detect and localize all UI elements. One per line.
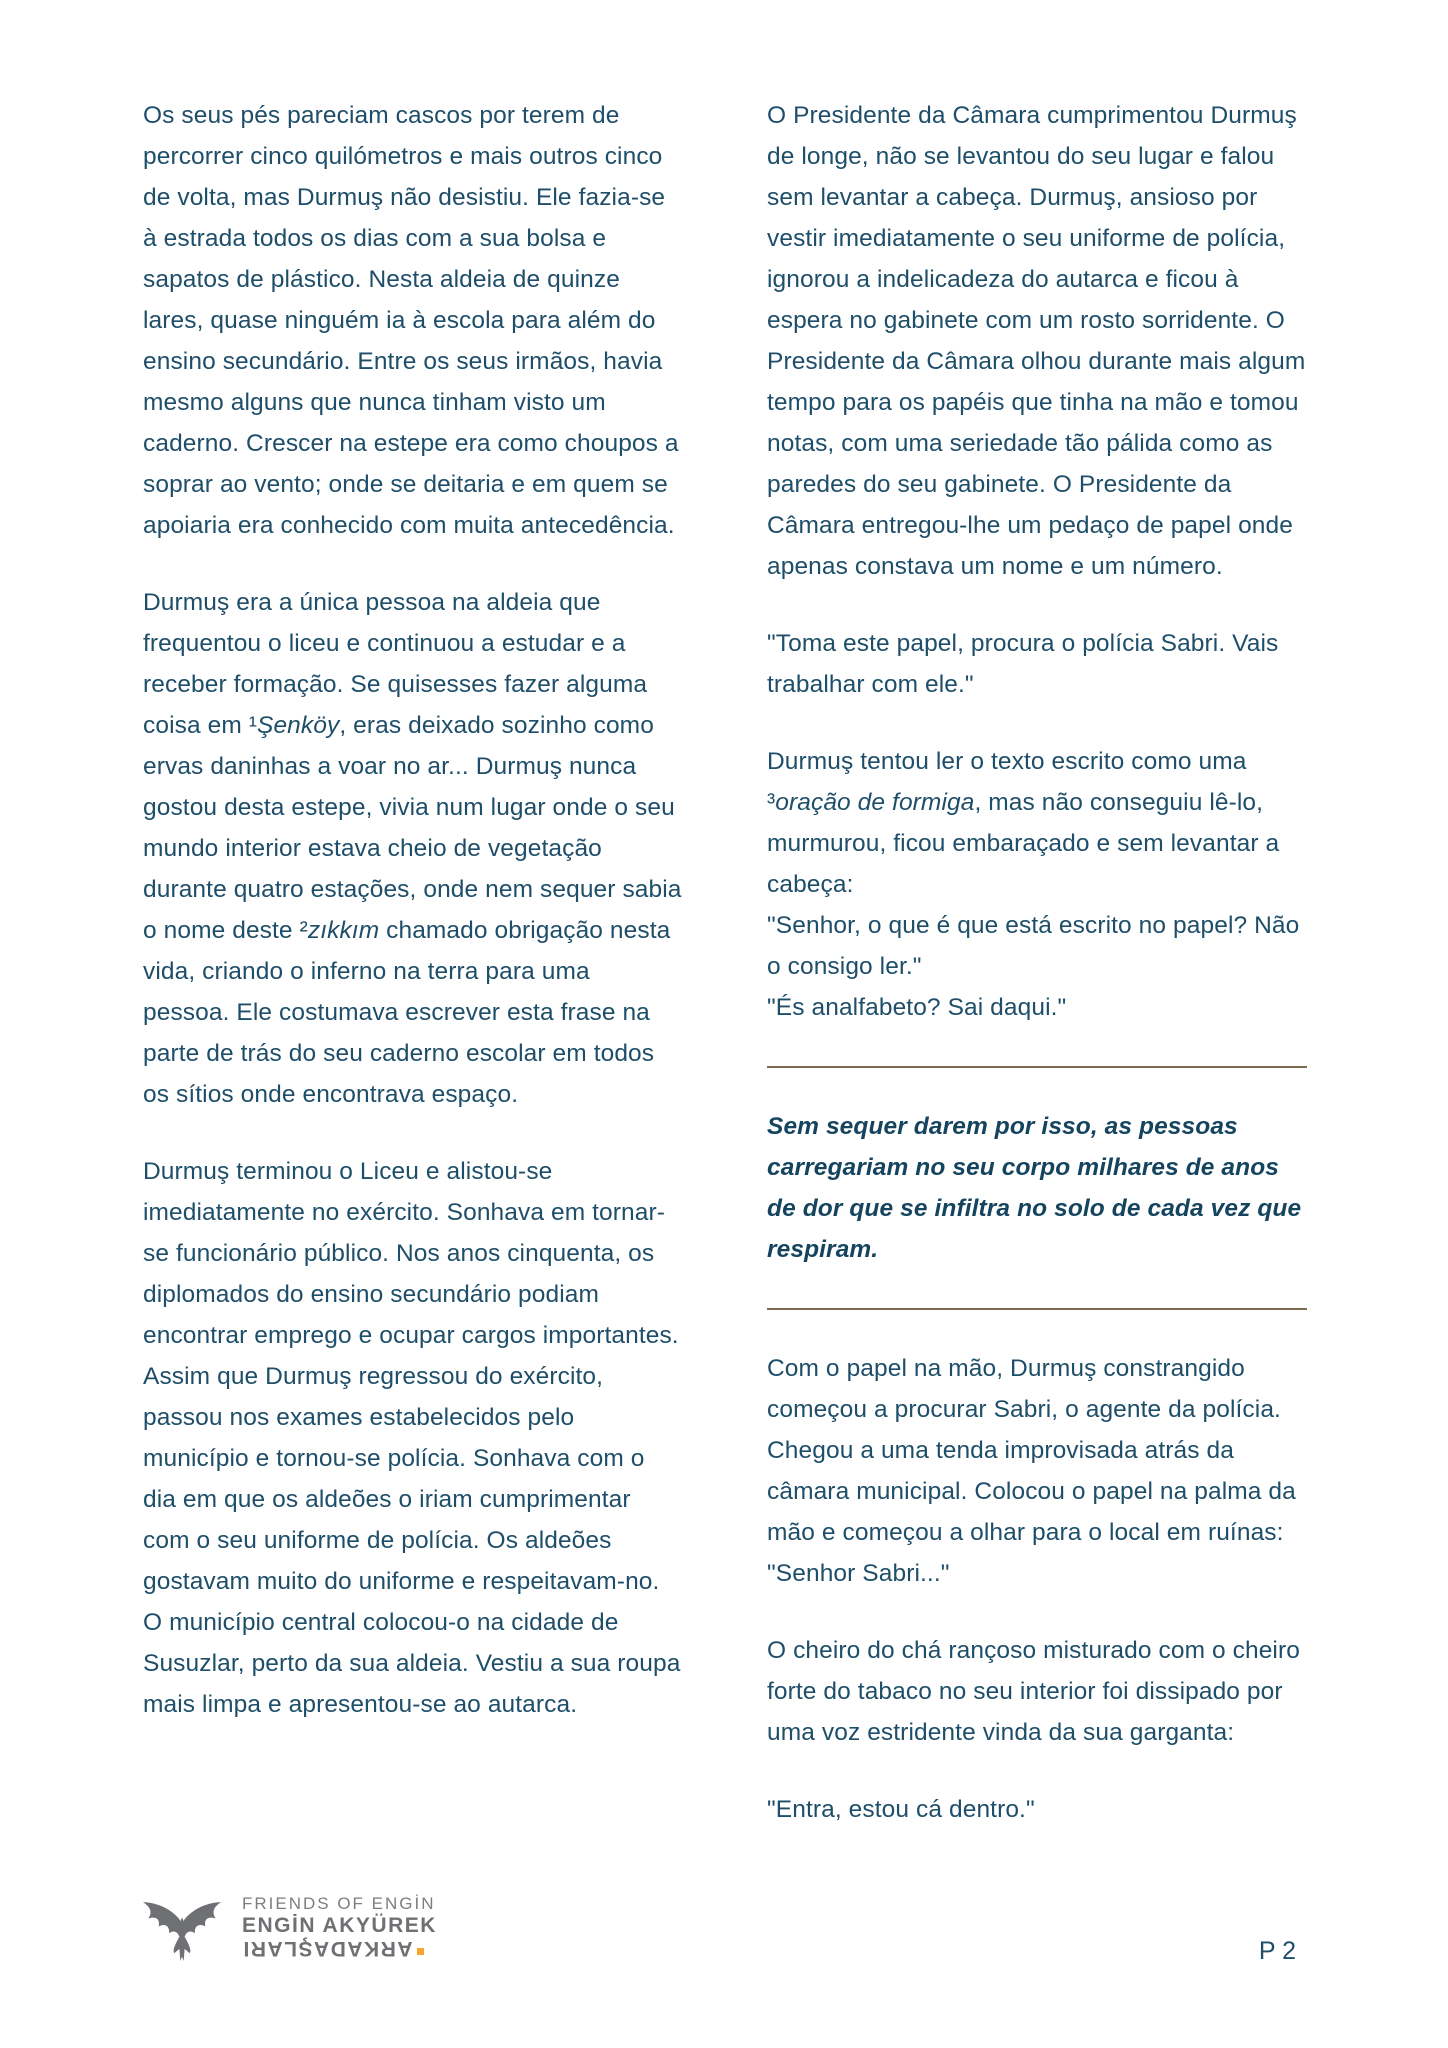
text-segment: Com o papel na mão, Durmuş constrangido começou a procurar Sabri, o agente da polícia. Chegou a uma tenda improvisada atrás da câmara municipal. Colocou o papel na palma da mão e começou a olhar para o local em ruínas: — [767, 1355, 1296, 1546]
paragraph — [143, 95, 683, 546]
text-segment: ³ — [767, 789, 776, 816]
paragraph — [143, 1151, 683, 1725]
text-segment: "Senhor, o que é que está escrito no papel? Não o consigo ler." — [767, 912, 1300, 980]
left-column — [143, 95, 683, 1866]
paragraph — [767, 1630, 1307, 1753]
text-segment: , eras deixado sozinho como ervas daninhas a voar no ar... Durmuş nunca gostou desta estepe, vivia num lugar onde o seu mundo interior estava cheio de vegetação durante quatro estações, onde nem sequer sabia o nome deste — [143, 712, 682, 944]
two-column-text — [143, 95, 1307, 1866]
text-segment: O Presidente da Câmara cumprimentou Durmuş de longe, não se levantou do seu lugar e falou sem levantar a cabeça. Durmuş, ansioso por vestir imediatamente o seu uniforme de polícia, ignorou a indelicadeza do autarca e ficou à espera no gabinete com um rosto sorridente. O Presidente da Câmara olhou durante mais algum tempo para os papéis que tinha na mão e tomou notas, com uma seriedade tão pálida como as paredes do seu gabinete. O Presidente da Câmara entregou-lhe um pedaço de papel onde apenas constava um nome e um número. — [767, 102, 1306, 580]
logo-line-1: FRIENDS OF ENGİN — [242, 1894, 436, 1913]
paragraph — [143, 582, 683, 1115]
text-segment: "Toma este papel, procura o polícia Sabri. Vais trabalhar com ele." — [767, 630, 1279, 698]
text-segment: Durmuş terminou o Liceu e alistou-se imediatamente no exército. Sonhava em tornar-se funcionário público. Nos anos cinquenta, os diplomados do ensino secundário podiam encontrar emprego e ocupar cargos importantes. Assim que Durmuş regressou do exército, passou nos exames estabelecidos pelo município e tornou-se polícia. Sonhava com o dia em que os aldeões o iriam cumprimentar com o seu uniforme de polícia. Os aldeões gostavam muito do uniforme e respeitavam-no. O município central colocou-o na cidade de Susuzlar, perto da sua aldeia. Vestiu a sua roupa mais limpa e apresentou-se ao autarca. — [143, 1158, 681, 1718]
text-segment: Durmuş tentou ler o texto escrito como uma — [767, 748, 1247, 775]
text-segment: Os seus pés pareciam cascos por terem de percorrer cinco quilómetros e mais outros cinco de volta, mas Durmuş não desistiu. Ele fazia-se à estrada todos os dias com a sua bolsa e sapatos de plástico. Nesta aldeia de quinze lares, quase ninguém ia à escola para além do ensino secundário. Entre os seus irmãos, havia mesmo alguns que nunca tinham visto um caderno. Crescer na estepe era como choupos a soprar ao vento; onde se deitaria e em quem se apoiaria era conhecido com muita antecedência. — [143, 102, 679, 539]
dialogue-line — [767, 905, 1307, 987]
emphasized-text: Şenköy — [257, 712, 340, 739]
text-segment: "Senhor Sabri..." — [767, 1560, 950, 1587]
text-segment: Durmuş era a única pessoa na aldeia que frequentou o liceu e continuou a estudar e a receber formação. Se quisesses fazer alguma coisa em — [143, 589, 648, 739]
footer — [130, 1893, 1308, 1975]
emphasized-text: zıkkım — [307, 917, 380, 944]
logo-line-3 — [242, 1938, 437, 1959]
paragraph — [767, 95, 1307, 587]
right-column — [767, 95, 1307, 1866]
divider-rule-top — [767, 1066, 1307, 1068]
eagle-logo-icon — [130, 1893, 234, 1975]
logo-flipped-word: ARKADAŞLARI — [242, 1937, 413, 1960]
dialogue-line — [767, 623, 1307, 705]
dialogue-line — [767, 987, 1307, 1028]
text-segment: "Entra, estou cá dentro." — [767, 1796, 1035, 1823]
logo-line-2: ENGİN AKYÜREK — [242, 1914, 437, 1937]
pull-quote — [767, 1106, 1307, 1270]
text-segment: ² — [299, 917, 308, 944]
text-segment: chamado obrigação nesta vida, criando o inferno na terra para uma pessoa. Ele costumava escrever esta frase na parte de trás do seu caderno escolar em todos os sítios onde encontrava espaço. — [143, 917, 671, 1108]
text-segment: "És analfabeto? Sai daqui." — [767, 994, 1067, 1021]
text-segment: Sem sequer darem por isso, as pessoas carregariam no seu corpo milhares de anos de dor que se infiltra no solo de cada vez que respiram. — [767, 1113, 1302, 1263]
paragraph — [767, 1348, 1307, 1553]
emphasized-text: oração de formiga — [775, 789, 975, 816]
dialogue-line — [767, 1553, 1307, 1594]
logo — [130, 1893, 437, 1975]
text-segment: O cheiro do chá rançoso misturado com o cheiro forte do tabaco no seu interior foi dissipado por uma voz estridente vinda da sua garganta: — [767, 1637, 1300, 1746]
paragraph — [767, 741, 1307, 905]
text-segment: ¹ — [248, 712, 258, 739]
logo-text — [242, 1893, 437, 1959]
text-segment: , mas não conseguiu lê-lo, murmurou, ficou embaraçado e sem levantar a cabeça: — [767, 789, 1280, 898]
dialogue-line — [767, 1789, 1307, 1830]
divider-rule-bottom — [767, 1308, 1307, 1310]
logo-orange-dot — [417, 1948, 424, 1955]
page-number: P 2 — [1258, 1937, 1296, 1965]
